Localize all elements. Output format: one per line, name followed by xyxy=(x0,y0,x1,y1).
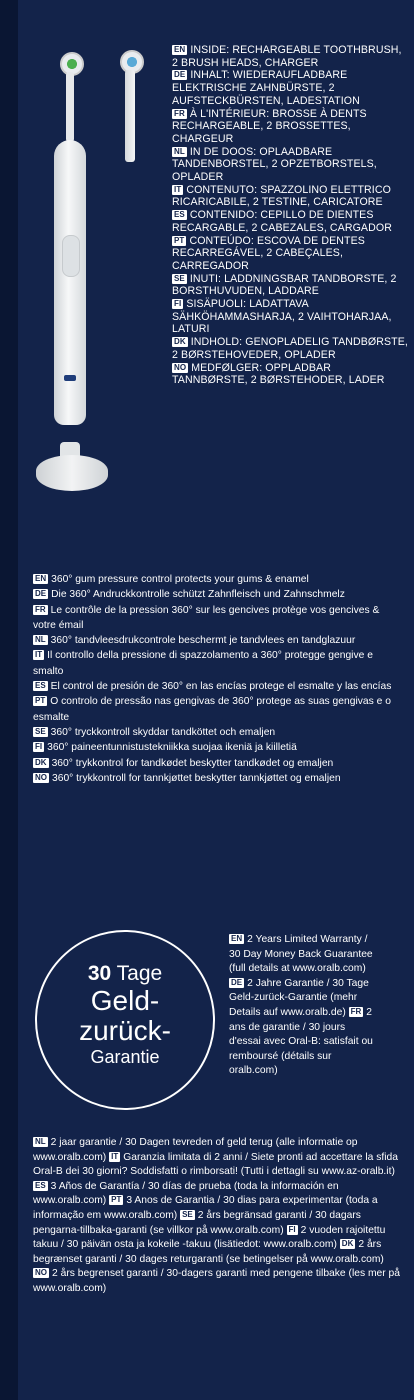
language-code-badge: EN xyxy=(231,934,243,943)
entry-text: CONTENIDO: CEPILLO DE DIENTES RECARGABLE, 2 CABEZALES, CARGADOR xyxy=(172,209,392,234)
badge-days: 30 xyxy=(87,962,112,985)
language-code-badge: ES xyxy=(35,1180,46,1190)
pressure-entry xyxy=(33,587,405,602)
language-code-badge: DE xyxy=(231,977,243,987)
contents-entry xyxy=(172,184,408,209)
contents-entry xyxy=(172,108,408,146)
language-code-badge: SE xyxy=(174,273,185,283)
badge-line-3: zurück- xyxy=(79,1015,171,1046)
contents-entry xyxy=(172,146,408,184)
entry-text: CONTENUTO: SPAZZOLINO ELETTRICO RICARICABILE, 2 TESTINE, CARICATORE xyxy=(172,183,391,209)
contents-entry xyxy=(172,44,408,69)
language-code-badge: NO xyxy=(35,1268,47,1278)
charger-icon xyxy=(36,455,108,491)
brush-neck xyxy=(66,72,74,142)
entry-text: 2 års begrænset garanti / 30 dages returgaranti (se betingelser på www.oralb.com) xyxy=(33,1239,384,1265)
entry-text: INDHOLD: GENOPLADELIG TANDBØRSTE, 2 BØRSTEHOVEDER, OPLADER xyxy=(172,336,408,361)
language-code-badge: NO xyxy=(35,772,47,782)
contents-entry xyxy=(172,362,408,387)
entry-text: 360° tandvleesdrukcontrole beschermt je tandvlees en tandglazuur xyxy=(50,635,356,647)
warranty_side-entry xyxy=(229,978,369,1018)
language-code-badge: NO xyxy=(174,362,187,372)
pressure-control-list xyxy=(33,572,405,786)
language-code-badge: FR xyxy=(174,108,185,118)
language-code-badge: EN xyxy=(174,45,186,54)
entry-text: 360° trykkontrol for tandkødet beskytter tandkødet og emaljen xyxy=(51,757,334,769)
language-code-badge: FR xyxy=(350,1006,362,1016)
language-code-badge: PT xyxy=(174,235,185,245)
warranty-bottom-text xyxy=(33,1136,403,1297)
entry-text: À L'INTÉRIEUR: BROSSE À DENTS RECHARGEABLE, 2 BROSSETTES, CHARGEUR xyxy=(172,107,367,145)
pressure-entry xyxy=(33,756,405,771)
language-code-badge: IT xyxy=(35,650,43,660)
entry-text: 2 Years Limited Warranty / 30 Day Money Back Guarantee (full details at www.oralb.com) xyxy=(229,934,373,975)
entry-text: 2 års begrenset garanti / 30-dagers garanti med pengene tilbake (les mer på www.oralb.com) xyxy=(33,1268,401,1294)
pressure-entry xyxy=(33,648,405,679)
language-code-badge: DE xyxy=(174,70,186,80)
language-code-badge: SE xyxy=(182,1209,193,1219)
entry-text: 2 vuoden rajoitettu takuu / 30 päivän osta ja kokeile -takuu (lisätiedot: www.oralb.com) xyxy=(33,1224,386,1251)
language-code-badge: SE xyxy=(35,726,46,736)
entry-text: SISÄPUOLI: LADATTAVA SÄHKÖHAMMASHARJA, 2 VAIHTOHARJAA, LATURI xyxy=(172,298,392,336)
pressure-entry xyxy=(33,694,405,725)
pressure-entry xyxy=(33,603,405,634)
spare-brush-head xyxy=(125,70,135,162)
language-code-badge: PT xyxy=(35,696,46,706)
entry-text: 2 ans de garantie / 30 jours d'essai avec Oral-B: satisfait ou remboursé (détails sur oralb.com) xyxy=(229,1006,373,1077)
entry-text: 2 jaar garantie / 30 Dagen tevreden of geld terug (alle informatie op www.oralb.com) xyxy=(33,1137,358,1163)
language-code-badge: NL xyxy=(174,146,185,156)
badge-line-2: Geld- xyxy=(90,985,160,1016)
toothbrush-handle xyxy=(54,140,86,425)
entry-text: 2 Jahre Garantie / 30 Tage Geld-zurück-Garantie (mehr Details auf www.oralb.de) xyxy=(229,977,369,1018)
pressure-entry xyxy=(33,679,405,694)
pressure-entry xyxy=(33,740,405,755)
warranty-side-text xyxy=(229,933,379,1079)
contents-entry xyxy=(172,209,408,234)
entry-text: 2 års begränsad garanti / 30 dagars pengarna-tillbaka-garanti (se villkor på www.oralb.com) xyxy=(33,1209,361,1236)
contents-entry xyxy=(172,336,408,361)
badge-line-4: Garantie xyxy=(90,1047,160,1067)
entry-text: CONTEÚDO: ESCOVA DE DENTES RECARREGÁVEL, 2 CABEÇALES, CARREGADOR xyxy=(172,234,365,272)
contents-entry xyxy=(172,69,408,107)
entry-text: Il controllo della pressione di spazzolamento a 360° protegge gengive e smalto xyxy=(33,650,373,677)
pressure-entry xyxy=(33,725,405,740)
language-code-badge: FR xyxy=(35,604,46,614)
entry-text: Le contrôle de la pression 360° sur les gencives protège vos gencives & votre émail xyxy=(33,604,380,631)
language-code-badge: IT xyxy=(111,1151,119,1161)
language-code-badge: FI xyxy=(288,1224,296,1234)
language-code-badge: DE xyxy=(35,589,47,599)
entry-text: 360° trykkontroll for tannkjøttet beskytter tannkjøttet og emaljen xyxy=(52,772,341,784)
language-code-badge: DK xyxy=(341,1239,354,1249)
contents-entry xyxy=(172,298,408,336)
language-code-badge: DK xyxy=(174,337,186,347)
box-side-edge xyxy=(0,0,19,1400)
contents-entry xyxy=(172,273,408,298)
entry-text: MEDFØLGER: OPPLADBAR TANNBØRSTE, 2 BØRSTEHODER, LADER xyxy=(172,361,385,387)
entry-text: 3 Años de Garantía / 30 días de prueba (toda la información en www.oralb.com) xyxy=(33,1180,339,1207)
language-code-badge: FI xyxy=(35,742,43,752)
entry-text: 360° paineentunnistustekniikka suojaa ikeniä ja kiilletiä xyxy=(47,742,297,754)
entry-text: 360° gum pressure control protects your gums & enamel xyxy=(51,574,309,585)
language-code-badge: IT xyxy=(174,184,182,194)
entry-text: IN DE DOOS: OPLAADBARE TANDENBORSTEL, 2 OPZETBORSTELS, OPLADER xyxy=(172,145,377,184)
entry-text: Die 360° Andruckkontrolle schützt Zahnfleisch und Zahnschmelz xyxy=(51,589,345,601)
language-code-badge: EN xyxy=(35,574,47,583)
guarantee-badge xyxy=(35,930,215,1110)
entry-text: Garanzia limitata di 2 anni / Siete pronti ad accettare la sfida Oral-B dei 30 giorni? Soddisfatti o rimborsati! (Tutti i dettagli su www.az-oralb.it) xyxy=(33,1151,398,1178)
entry-text: INSIDE: RECHARGEABLE TOOTHBRUSH, 2 BRUSH HEADS, CHARGER xyxy=(172,44,402,69)
language-code-badge: ES xyxy=(35,681,46,691)
entry-text: 360° tryckkontroll skyddar tandköttet och emaljen xyxy=(50,726,276,738)
power-button-icon xyxy=(62,235,80,277)
language-code-badge: FI xyxy=(174,299,182,309)
pressure-entry xyxy=(33,572,405,587)
pressure-entry xyxy=(33,771,405,786)
badge-line-1 xyxy=(37,962,213,986)
contents-list xyxy=(172,44,408,387)
brand-logo-icon xyxy=(64,375,76,381)
language-code-badge: PT xyxy=(111,1195,122,1205)
language-code-badge: ES xyxy=(174,210,185,220)
language-code-badge: NL xyxy=(35,635,46,645)
contents-entry xyxy=(172,235,408,273)
entry-text: INUTI: LADDNINGSBAR TANDBORSTE, 2 BORSTHUVUDEN, LADDARE xyxy=(172,272,397,298)
pressure-entry xyxy=(33,633,405,648)
warranty_side-entry xyxy=(229,934,373,974)
language-code-badge: DK xyxy=(35,757,47,767)
warranty_bottom-entry xyxy=(33,1268,400,1294)
entry-text: El control de presión de 360° en las encías protege el esmalte y las encías xyxy=(50,681,392,693)
language-code-badge: NL xyxy=(35,1137,46,1146)
entry-text: INHALT: WIEDERAUFLADBARE ELEKTRISCHE ZAHNBÜRSTE, 2 AUFSTECKBÜRSTEN, LADESTATION xyxy=(172,69,360,107)
entry-text: O controlo de pressão nas gengivas de 360° protege as suas gengivas e o esmalte xyxy=(33,696,391,723)
badge-days-word: Tage xyxy=(116,962,163,985)
entry-text: 3 Anos de Garantia / 30 dias para experimentar (toda a informação em www.oralb.com) xyxy=(33,1195,378,1221)
